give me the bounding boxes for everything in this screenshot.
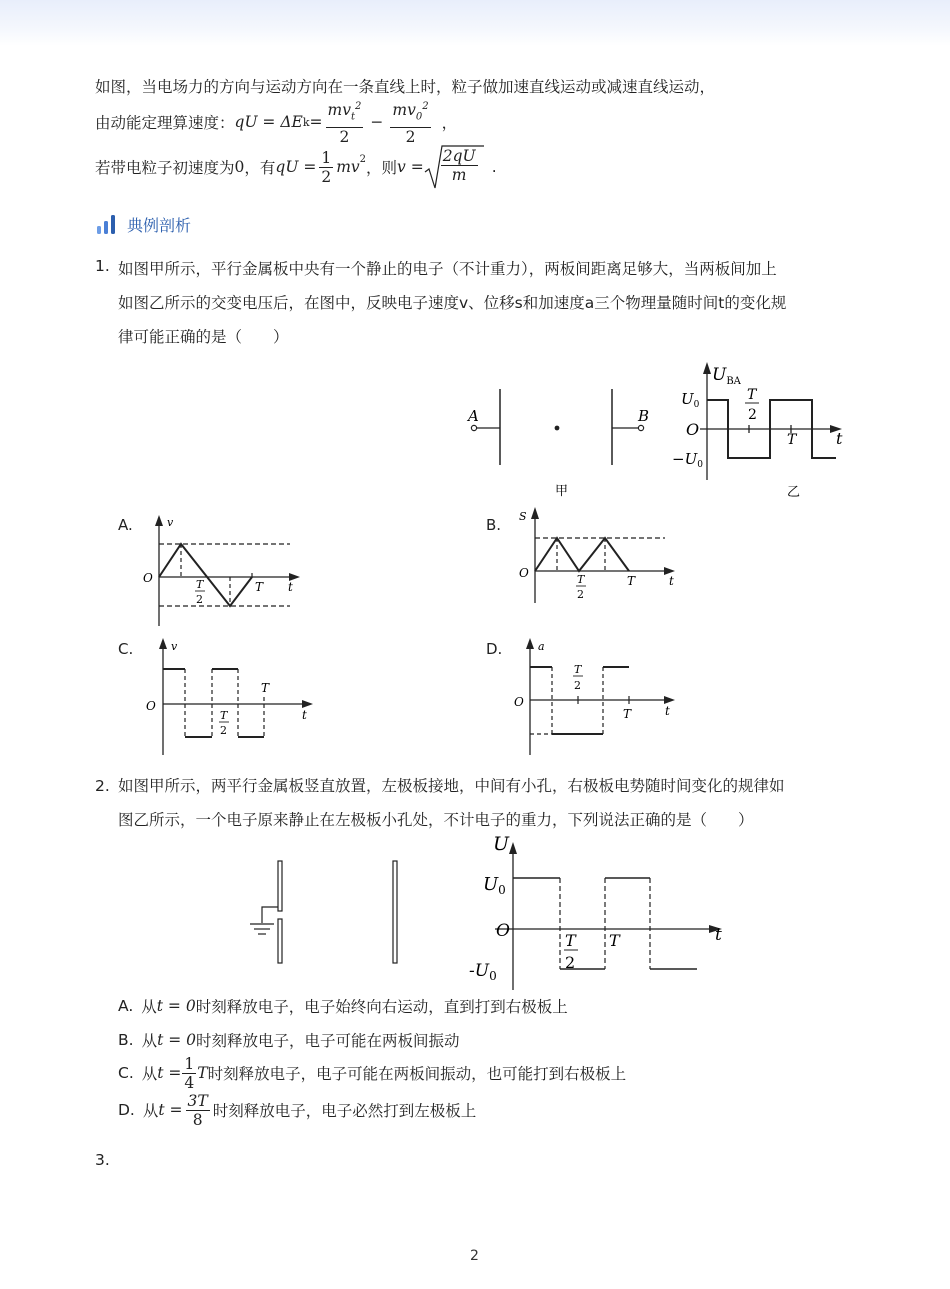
eq3a-mv: mv — [336, 158, 360, 176]
yi-ylabel: $U_{BA}$ — [712, 365, 741, 387]
q2-u0: $U_0$ — [483, 874, 506, 897]
intro-zero: 0 — [234, 158, 245, 176]
q2-option-d-label: D. — [118, 1101, 135, 1119]
q2-number: 2. — [95, 777, 110, 795]
q1-figure-yi — [670, 358, 860, 503]
q2-option-d[interactable] — [118, 1089, 476, 1131]
sqrt-expression: $\frac{2qU}{m}$ — [424, 144, 484, 190]
q2-line-1: 如图甲所示，两平行金属板竖直放置，左极板接地，中间有小孔，右极板电势随时间变化的规律如 — [118, 777, 785, 795]
d-full-t: T — [623, 707, 632, 721]
b-half-num: T — [577, 573, 585, 586]
d-half-den: 2 — [574, 679, 581, 692]
q1-option-c-label[interactable]: C. — [118, 640, 134, 658]
q2-option-b[interactable] — [118, 1029, 460, 1051]
q2-xlabel: t — [715, 925, 722, 945]
q2-option-a-text: 时刻释放电子，电子始终向右运动，直到打到右极板上 — [195, 998, 568, 1016]
q2-half-den: 2 — [565, 953, 576, 972]
right-plate — [393, 861, 397, 963]
q3-number: 3. — [95, 1151, 110, 1169]
intro-period: . — [491, 158, 497, 176]
q2-option-c-label: C. — [118, 1064, 134, 1082]
c-xlabel: t — [302, 708, 307, 722]
q2-option-b-math: t = 0 — [157, 1031, 197, 1049]
yi-full-t: T — [787, 432, 797, 448]
left-plate-lower — [278, 919, 282, 963]
q2-option-c[interactable] — [118, 1052, 626, 1094]
a-half-den: 2 — [196, 593, 203, 606]
q1-option-b-label[interactable]: B. — [486, 516, 502, 534]
eq-lhs: qU = ΔE — [234, 113, 303, 131]
header-band — [0, 0, 950, 46]
fraction-mvt2: $\frac{mv_t^2}{2}$ — [326, 98, 364, 145]
d-xlabel: t — [665, 704, 670, 718]
fraction-half: $\frac{1}{2}$ — [321, 148, 332, 186]
c-half-den: 2 — [220, 724, 227, 737]
b-full-t: T — [627, 574, 636, 588]
q1-line-2: 如图乙所示的交变电压后，在图中，反映电子速度v、位移s和加速度a三个物理量随时间t的变化规 — [118, 294, 787, 312]
intro-line-3-prefix: 若带电粒子初速度为 — [95, 159, 235, 177]
yi-neg-u0: $-U_0$ — [672, 450, 703, 470]
yi-xlabel: t — [836, 429, 843, 448]
eq-comma: ， — [441, 114, 458, 132]
plate-a-label: A — [468, 407, 479, 425]
plate-b-label: B — [638, 407, 650, 425]
q2-option-d-fraction: $\frac{3T}{8}$ — [187, 1091, 208, 1129]
a-origin: O — [143, 571, 153, 585]
q2-option-b-label: B. — [118, 1031, 134, 1049]
intro-line-3-then: ，则 — [366, 159, 398, 177]
q1-line-1: 如图甲所示，平行金属板中央有一个静止的电子（不计重力），两板间距离足够大，当两板间加上 — [118, 260, 777, 278]
q1-option-d-label[interactable]: D. — [486, 640, 503, 658]
yi-origin: O — [686, 420, 700, 439]
yi-half-den: 2 — [748, 407, 757, 423]
a-xlabel: t — [288, 580, 293, 594]
q2-neg-u0: $-U_0$ — [469, 961, 497, 983]
bar-chart-icon — [95, 214, 119, 236]
eq3a-lhs: qU = — [275, 158, 317, 176]
q2-option-d-math: t = — [158, 1101, 183, 1119]
d-ylabel: a — [538, 640, 545, 653]
intro-line-3-mid: ，有 — [244, 159, 276, 177]
caption-jia: 甲 — [555, 484, 569, 499]
eq-sub-k: k — [302, 115, 310, 129]
fraction-mv02: $\frac{mv_0^2}{2}$ — [390, 98, 430, 145]
q1-option-a-label[interactable]: A. — [118, 516, 133, 534]
q2-option-a-math: t = 0 — [156, 997, 196, 1015]
q2-plates-figure — [240, 855, 410, 970]
q2-option-c-pre: 从 — [141, 1065, 158, 1083]
eq3b-lhs: v = — [397, 158, 424, 176]
q2-full-t: T — [609, 931, 620, 950]
q2-option-a[interactable] — [118, 995, 568, 1017]
caption-yi: 乙 — [787, 485, 801, 500]
q1-option-d-graph[interactable] — [505, 633, 685, 758]
q2-option-b-pre: 从 — [141, 1032, 158, 1050]
intro-line-1: 如图，当电场力的方向与运动方向在一条直线上时，粒子做加速直线运动或减速直线运动， — [95, 78, 716, 96]
left-plate-upper — [278, 861, 282, 911]
yi-u0: $U_0$ — [681, 390, 700, 410]
q2-origin: O — [496, 921, 510, 941]
q2-line-2: 图乙所示，一个电子原来静止在左极板小孔处，不计电子的重力，下列说法正确的是（ ） — [118, 811, 754, 829]
q1-line-3: 律可能正确的是（ ） — [118, 328, 289, 346]
q2-option-c-math: t = — [157, 1064, 182, 1082]
q1-option-a-graph[interactable] — [138, 510, 308, 630]
q2-option-b-text: 时刻释放电子，电子可能在两板间振动 — [196, 1032, 460, 1050]
b-xlabel: t — [669, 574, 674, 588]
intro-line-2-prefix: 由动能定理算速度： — [95, 114, 235, 132]
c-half-num: T — [220, 709, 228, 722]
eq-minus: − — [370, 113, 384, 131]
q1-option-c-graph[interactable] — [138, 633, 318, 758]
q1-number: 1. — [95, 257, 110, 275]
q2-option-a-pre: 从 — [141, 998, 157, 1016]
q2-half-num: T — [565, 931, 576, 950]
q1-option-b-graph[interactable] — [505, 505, 685, 605]
eq-equals: = — [309, 113, 323, 131]
b-ylabel: S — [519, 510, 527, 523]
a-half-num: T — [196, 578, 204, 591]
q2-option-c-t: T — [197, 1064, 208, 1082]
a-full-t: T — [255, 580, 264, 594]
b-origin: O — [519, 566, 529, 580]
q2-option-c-text: 时刻释放电子，电子可能在两板间振动，也可能打到右极板上 — [207, 1065, 627, 1083]
q2-option-a-label: A. — [118, 997, 134, 1015]
intro-line-2 — [95, 100, 457, 144]
eq3a-sup: 2 — [359, 154, 367, 165]
b-half-den: 2 — [577, 588, 584, 601]
section-title: 典例剖析 — [127, 216, 192, 235]
q2-voltage-graph — [465, 830, 735, 995]
a-ylabel: v — [167, 516, 174, 529]
q2-option-d-text: 时刻释放电子，电子必然打到左极板上 — [212, 1102, 477, 1120]
d-half-num: T — [574, 663, 582, 676]
intro-line-3 — [95, 144, 497, 190]
c-ylabel: v — [171, 640, 178, 653]
section-header — [95, 213, 191, 236]
c-origin: O — [146, 699, 156, 713]
q1-figure-jia — [460, 385, 660, 505]
q2-option-d-pre: 从 — [142, 1102, 159, 1120]
d-origin: O — [514, 695, 524, 709]
q2-ylabel: U — [493, 833, 510, 855]
q2-option-c-fraction: $\frac{1}{4}$ — [184, 1054, 195, 1092]
page-number: 2 — [470, 1248, 479, 1264]
c-full-t: T — [261, 681, 270, 695]
electron-dot — [555, 426, 560, 431]
yi-half-num: T — [747, 387, 757, 403]
